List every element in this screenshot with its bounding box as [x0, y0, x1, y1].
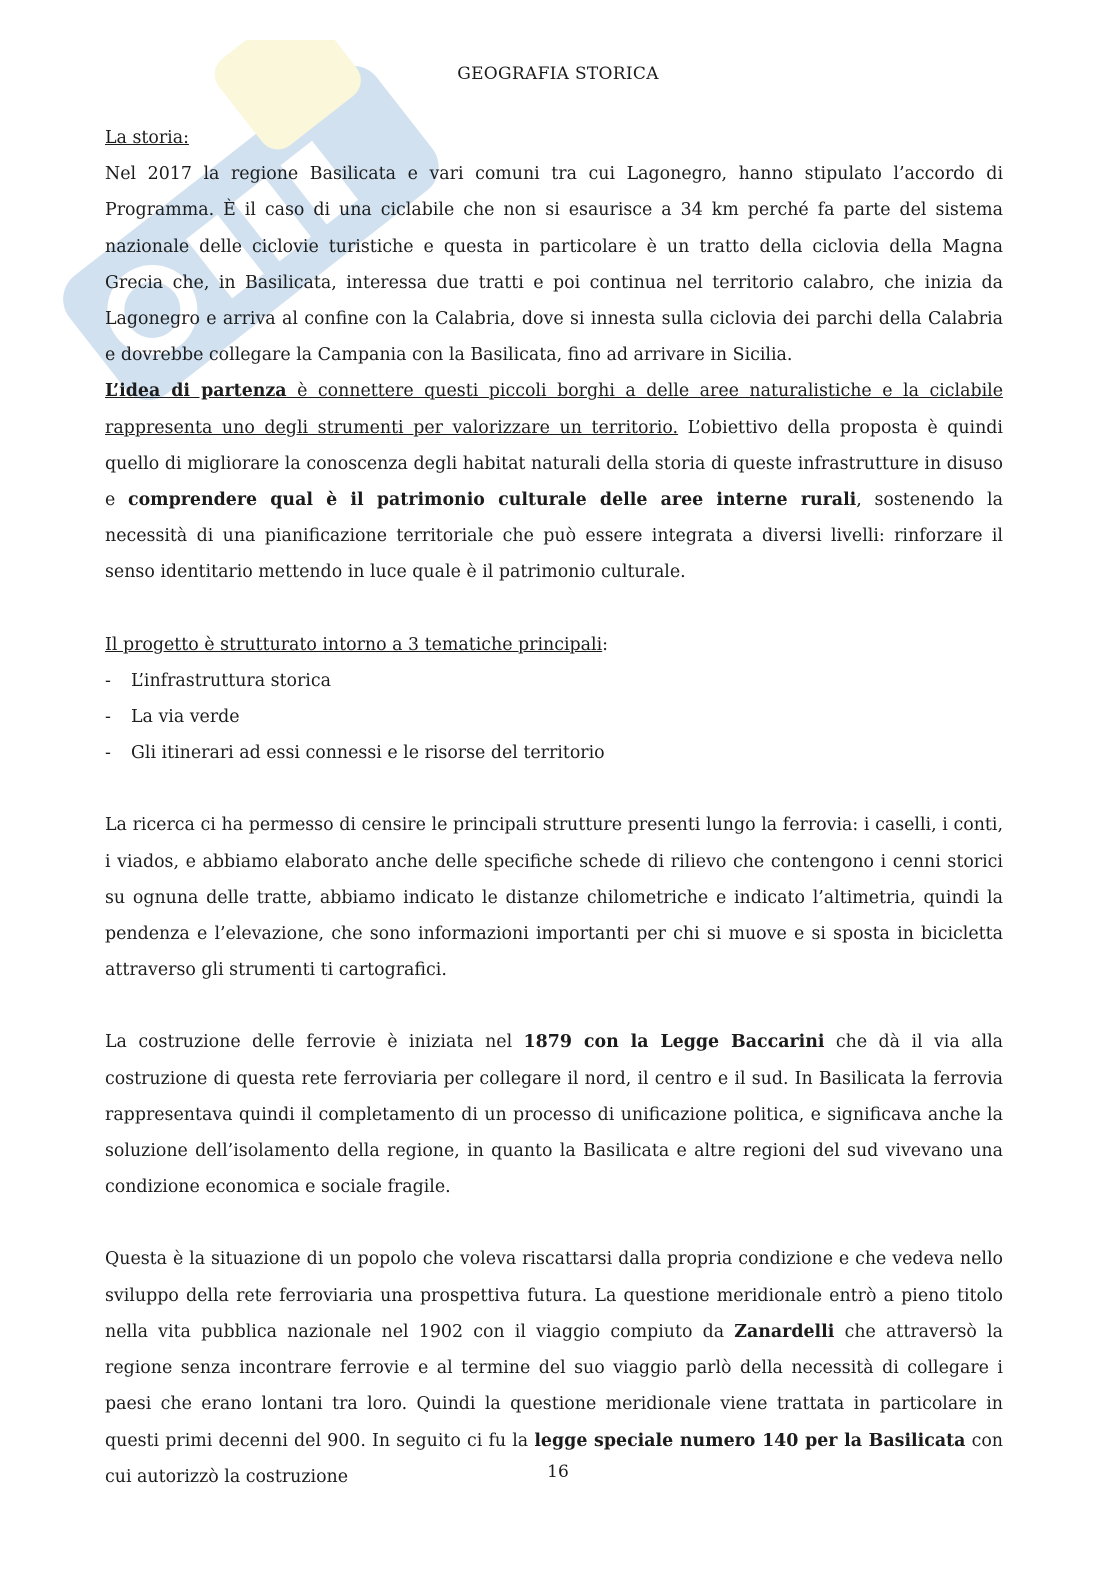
- document-body: [105, 120, 1003, 1495]
- railway-text-b: che dà il via alla costruzione di questa rete ferroviaria per collegare il nord, il centro e il sud. In Basilicata la ferrovia rappresentava quindi il completamento di un processo di unificazione politica, e significava anche la soluzione dell’isolamento della regione, in quanto la Basilicata e altre regioni del sud vivevano una condizione economica e sociale fragile.: [105, 1032, 1003, 1198]
- page-number: 16: [547, 1462, 569, 1482]
- project-heading: [105, 627, 1003, 663]
- paragraph-research: La ricerca ci ha permesso di censire le principali strutture presenti lungo la ferrovia: i caselli, i conti, i viados, e abbiamo elaborato anche delle specifiche schede di rilievo che contengono i cenni storici su ognuna delle tratte, abbiamo indicato le distanze chilometriche e indicato l’altimetria, quindi la pendenza e l’elevazione, che sono informazioni importanti per chi si muove e si sposta in bicicletta attraverso gli strumenti ti cartografici.: [105, 815, 1003, 981]
- list-item: - La via verde: [105, 699, 1003, 735]
- idea-bold: comprendere qual è il patrimonio culturale delle aree interne rurali: [127, 490, 857, 511]
- railway-bold: 1879 con la Legge Baccarini: [523, 1032, 825, 1053]
- list-item: - Gli itinerari ad essi connessi e le risorse del territorio: [105, 735, 1003, 771]
- section-heading-storia: La storia:: [105, 128, 189, 148]
- railway-text-a: La costruzione delle ferrovie è iniziata nel: [105, 1032, 524, 1053]
- situation-text-c: con cui autorizzò la costruzione: [105, 1430, 1003, 1487]
- project-heading-colon: :: [602, 634, 609, 655]
- list-item: - L’infrastruttura storica: [105, 663, 1003, 699]
- situation-text-a: Questa è la situazione di un popolo che voleva riscattarsi dalla propria condizione e che vedeva nello sviluppo della rete ferroviaria una prospettiva futura. La questione meridionale entrò a pieno titolo nella vita pubblica nazionale nel 1902 con il viaggio compiuto da: [105, 1249, 1003, 1342]
- project-heading-text: Il progetto è strutturato intorno a 3 tematiche principali: [105, 634, 603, 655]
- situation-text-b: che attraversò la regione senza incontrare ferrovie e al termine del suo viaggio parlò della necessità di collegare i paesi che erano lontani tra loro. Quindi la questione meridionale viene trattata in particolare in questi primi decenni del 900. In seguito ci fu la: [105, 1321, 1003, 1451]
- idea-underlined: è connettere questi piccoli borghi a delle aree naturalistiche e la ciclabile rappresenta uno degli strumenti per valorizzare un territorio.: [105, 381, 1003, 438]
- idea-highlight: L’idea di partenza: [105, 381, 287, 402]
- page-header-title: GEOGRAFIA STORICA: [457, 64, 659, 84]
- situation-bold-law: legge speciale numero 140 per la Basilicata: [534, 1430, 966, 1451]
- paragraph-railway: [105, 1024, 1003, 1205]
- idea-text-a: L’obiettivo della proposta è quindi quello di migliorare la conoscenza degli habitat naturali della storia di queste infrastrutture in disuso e: [105, 417, 1003, 511]
- paragraph-storia: Nel 2017 la regione Basilicata e vari comuni tra cui Lagonegro, hanno stipulato l’accordo di Programma. È il caso di una ciclabile che non si esaurisce a 34 km perché fa parte del sistema nazionale delle ciclovie turistiche e questa in particolare è un tratto della ciclovia della Magna Grecia che, in Basilicata, interessa due tratti e poi continua nel territorio calabro, che inizia da Lagonegro e arriva al confine con la Calabria, dove si innesta sulla ciclovia dei parchi della Calabria e dovrebbe collegare la Campania con la Basilicata, fino ad arrivare in Sicilia.: [105, 164, 1003, 366]
- paragraph-idea: [105, 373, 1003, 590]
- paragraph-situation: [105, 1241, 1003, 1494]
- idea-text-b: , sostenendo la necessità di una pianificazione territoriale che può essere integrata a diversi livelli: rinforzare il senso identitario mettendo in luce quale è il patrimonio culturale.: [105, 490, 1003, 583]
- themes-list: [105, 663, 1003, 772]
- situation-bold-zanardelli: Zanardelli: [734, 1321, 835, 1342]
